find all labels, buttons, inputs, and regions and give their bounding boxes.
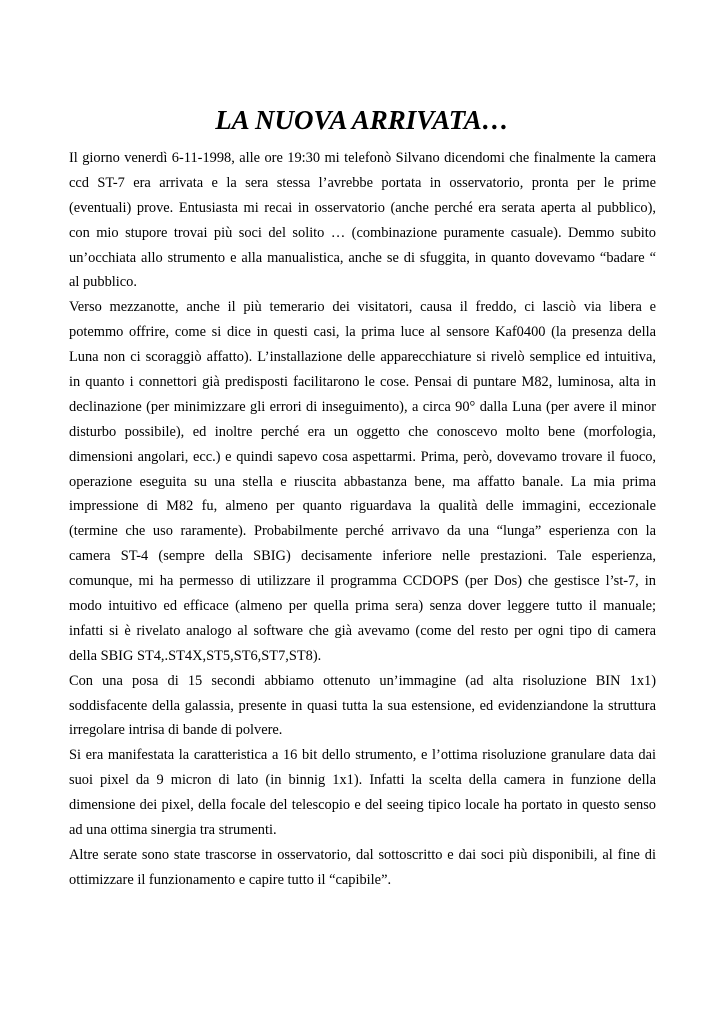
text-line: ad una ottima sinergia tra strumenti. (69, 822, 277, 839)
text-line: ottimizzare il funzionamento e capire tutto il “capibile”. (69, 871, 392, 888)
text-line: soddisfacente della galassia, presente in quasi tutta la sua estensione, ed evidenziandone la struttura (69, 697, 656, 714)
text-line: Il giorno venerdì 6-11-1998, alle ore 19:30 mi telefonò Silvano dicendomi che finalmente la camera (69, 150, 656, 166)
text-line: declinazione (per minimizzare gli errori di inseguimento), a circa 90° dalla Luna (per avere il minor (69, 398, 656, 415)
text-line: (eventuali) prove. Entusiasta mi recai in osservatorio (anche perché era serata aperta al pubblico), (69, 199, 656, 216)
text-line: comunque, mi ha permesso di utilizzare il programma CCDOPS (per Dos) che gestisce l’st-7, in (69, 573, 656, 590)
text-line: impressione di M82 fu, almeno per quanto riguardava la qualità delle immagini, eccezionale (69, 498, 656, 515)
paragraph (69, 146, 656, 295)
text-line: ccd ST-7 era arrivata e la sera stessa l’avrebbe portata in osservatorio, pronta per le prime (69, 174, 656, 191)
document-title: LA NUOVA ARRIVATA… (215, 105, 509, 136)
document-body (69, 146, 656, 893)
paragraph (69, 743, 656, 843)
text-line: dimensione dei pixel, della focale del telescopio e del seeing tipico locale ha portato in questo senso (69, 797, 656, 814)
text-line: un’occhiata allo strumento e alla manualistica, anche se di sfuggita, in quanto dovevamo “badare “ (69, 249, 656, 266)
text-line: potemmo offrire, come si dice in questi casi, la prima luce al sensore Kaf0400 (la presenza della (69, 324, 656, 341)
text-line: Si era manifestata la caratteristica a 16 bit dello strumento, e l’ottima risoluzione granulare data dai (69, 747, 656, 764)
text-line: al pubblico. (69, 274, 137, 291)
text-line: Altre serate sono state trascorse in osservatorio, dal sottoscritto e dai soci più disponibili, al fine di (69, 846, 656, 863)
text-line: Con una posa di 15 secondi abbiamo ottenuto un’immagine (ad alta risoluzione BIN 1x1) (69, 672, 656, 689)
text-line: irregolare intrisa di bande di polvere. (69, 722, 283, 739)
paragraph (69, 843, 656, 893)
paragraph-list (69, 146, 656, 893)
text-line: (termine che uso raramente). Probabilmente perché arrivavo da una “lunga” esperienza con la (69, 523, 656, 540)
paragraph (69, 295, 656, 668)
text-line: suoi pixel da 9 micron di lato (in binnig 1x1). Infatti la scelta della camera in funzione della (69, 772, 656, 789)
text-line: camera ST-4 (sempre della SBIG) decisamente inferiore nelle prestazioni. Tale esperienza, (69, 548, 656, 565)
text-line: modo intuitivo ed efficace (almeno per quella prima sera) senza dover leggere tutto il manuale; (69, 598, 656, 615)
text-line: disturbo possibile), ed inoltre perché era un oggetto che conoscevo molto bene (morfologia, (69, 423, 656, 440)
text-line: con mio stupore trovai più soci del solito … (combinazione puramente casuale). Demmo subito (69, 224, 656, 241)
text-line: infatti si è rivelato analogo al software che già avevamo (come del resto per ogni tipo di camera (69, 622, 656, 639)
text-line: dimensioni angolari, ecc.) e quindi sapevo cosa aspettarmi. Prima, però, dovevamo trovare il fuoco, (69, 448, 656, 465)
text-line: operazione eseguita su una stella e riuscita abbastanza bene, ma affatto banale. La mia prima (69, 473, 656, 490)
paragraph (69, 669, 656, 744)
text-line: della SBIG ST4,.ST4X,ST5,ST6,ST7,ST8). (69, 647, 322, 664)
text-line: Luna non ci scoraggiò affatto). L’installazione delle apparecchiature si rivelò semplice ed intuitiva, (69, 349, 656, 366)
text-line: Verso mezzanotte, anche il più temerario dei visitatori, causa il freddo, ci lasciò via libera e (69, 299, 656, 316)
text-line: in quanto i connettori già predisposti facilitarono le cose. Pensai di puntare M82, luminosa, alta in (69, 374, 656, 391)
